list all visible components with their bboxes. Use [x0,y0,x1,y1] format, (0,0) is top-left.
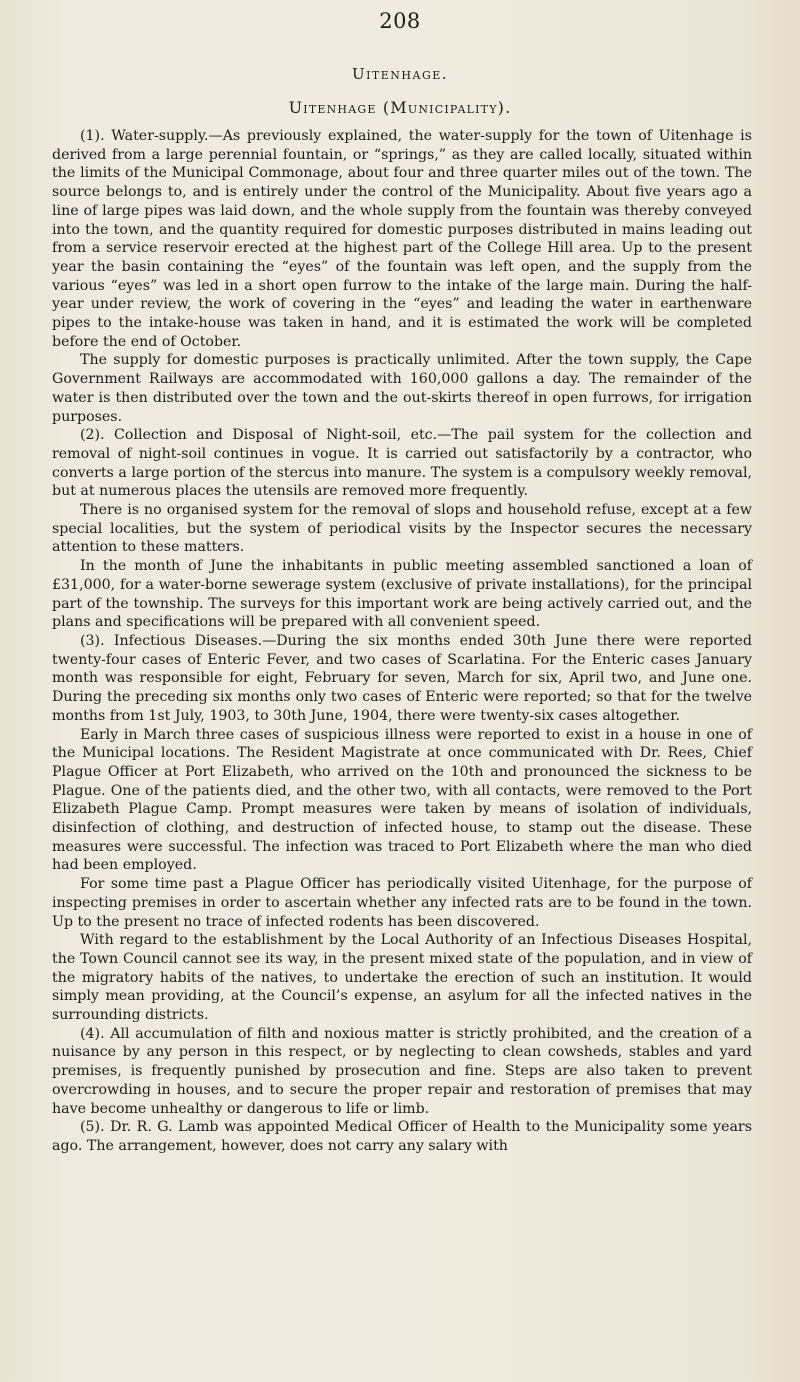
paragraph-sewerage-loan: In the month of June the inhabitants in public meeting assembled sanctioned a loan of £31,000, for a water-borne sewerage system (exclusive of private installations), for the principal part of the township. The surveys for this important work are being actively carried out, and the plans and specifications will be prepared with all convenient speed. [52,558,752,631]
paragraph-supply-usage: The supply for domestic purposes is practically unlimited. After the town supply, the Cape Government Railways are accommodated with 160,000 gallons a day. The remainder of the water is then distributed over the town and the out-skirts thereof in open furrows, for irrigation purposes. [52,352,752,425]
paragraph-plague-cases: Early in March three cases of suspicious illness were reported to exist in a house in one of the Municipal locations. The Resident Magistrate at once communicated with Dr. Rees, Chief Plague Officer at Port Elizabeth, who arrived on the 10th and pronounced the sickness to be Plague. One of the patients died, and the other two, with all contacts, were removed to the Port Elizabeth Plague Camp. Prompt measures were taken by means of isolation of individuals, disinfection of clothing, and destruction of infected house, to stamp out the disease. These measures were successful. The infection was traced to Port Elizabeth where the man who died had been employed. [52,726,752,874]
paragraph-slops-refuse: There is no organised system for the removal of slops and household refuse, except at a few special localities, but the system of periodical visits by the Inspector secures the necessary attention to these matters. [52,502,752,556]
running-head: Uitenhage. [351,65,449,83]
section-heading: Uitenhage (Municipality). [288,98,512,117]
paragraph-medical-officer: (5). Dr. R. G. Lamb was appointed Medical Officer of Health to the Municipality some years ago. The arrangement, however, does not carry any salary with [52,1119,752,1154]
paragraph-plague-officer: For some time past a Plague Officer has periodically visited Uitenhage, for the purpose of inspecting premises in order to ascertain whether any infected rats are to be found in the town. Up to the present no trace of infected rodents has been discovered. [52,876,752,930]
body-text [52,127,752,1156]
page-number: 208 [379,9,421,33]
paragraph-night-soil: (2). Collection and Disposal of Night-soil, etc.—The pail system for the collection and removal of night-soil continues in vogue. It is carried out satisfactorily by a contractor, who converts a large portion of the stercus into manure. The system is a compulsory weekly removal, but at numerous places the utensils are removed more frequently. [52,427,752,500]
paragraph-infectious-diseases: (3). Infectious Diseases.—During the six months ended 30th June there were reported twenty-four cases of Enteric Fever, and two cases of Scarlatina. For the Enteric cases January month was responsible for eight, February for seven, March for six, April two, and June one. During the preceding six months only two cases of Enteric were reported; so that for the twelve months from 1st July, 1903, to 30th June, 1904, there were twenty-six cases altogether. [52,632,752,724]
paragraph-nuisances: (4). All accumulation of filth and noxious matter is strictly prohibited, and the creation of a nuisance by any person in this respect, or by neglecting to clean cowsheds, stables and yard premises, is frequently punished by prosecution and fine. Steps are also taken to prevent overcrowding in houses, and to secure the proper repair and restoration of premises that may have become unhealthy or dangerous to life or limb. [52,1025,752,1117]
paragraph-water-supply: (1). Water-supply.—As previously explained, the water-supply for the town of Uitenhage is derived from a large perennial fountain, or “springs,” as they are called locally, situated within the limits of the Municipal Commonage, about four and three quarter miles out of the town. The source belongs to, and is entirely under the control of the Municipality. About five years ago a line of large pipes was laid down, and the whole supply from the fountain was thereby conveyed into the town, and the quantity required for domestic purposes distributed in mains leading out from a service reservoir erected at the highest part of the College Hill area. Up to the present year the basin containing the “eyes” of the fountain was left open, and the supply from the various “eyes” was led in a short open furrow to the intake of the large main. During the half-year under review, the work of covering in the “eyes” and leading the water in earthenware pipes to the intake-house was taken in hand, and it is estimated the work will be completed before the end of October. [52,128,752,350]
paragraph-isolation-hospital: With regard to the establishment by the Local Authority of an Infectious Diseases Hospital, the Town Council cannot see its way, in the present mixed state of the population, and in view of the migratory habits of the natives, to undertake the erection of such an institution. It would simply mean providing, at the Council’s expense, an asylum for all the infected natives in the surrounding districts. [52,932,752,1024]
